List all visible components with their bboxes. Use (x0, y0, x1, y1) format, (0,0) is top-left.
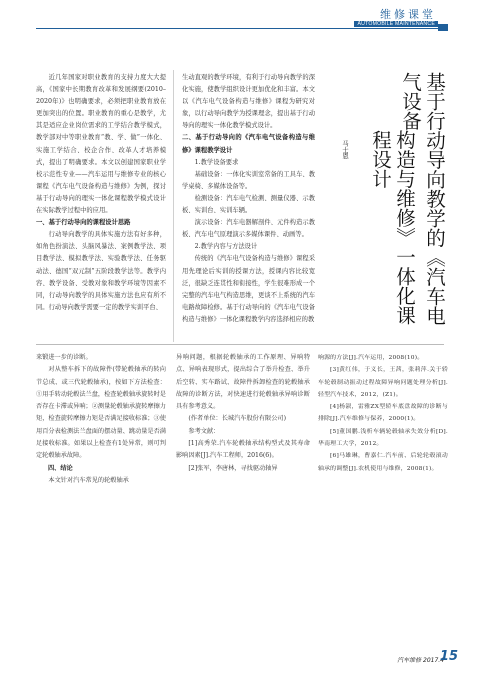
paragraph: [6]马雄琳，曹嘉仁.汽车前、后轮轮毂滚动轴承的调整[J].农机使用与维修，2008(1)。 (318, 453, 448, 472)
section-heading: 四、结论 (48, 464, 73, 472)
upper-left-column (36, 72, 166, 314)
paragraph: 2.教学内容与方法设计 (194, 243, 258, 251)
paragraph: 演示设备：汽车电器解剖件、元件构造示教板、汽车电气原理演示多媒体课件、动画等。 (182, 219, 315, 239)
paragraph: 异响问题，根据轮毂轴承的工作原理、异响特点、异响表现形式，提出综合了举升检查、举升后空转、实车路试、故障件拆卸检查的轮毂轴承故障的诊断方法，对快速进行轮毂轴承异响诊断具有参考意义。 (176, 354, 310, 411)
section-heading: 二、基于行动导向的《汽车电气设备构造与维修》课程教学设计 (182, 134, 315, 154)
paragraph: 行动导向教学的具体实施方法有好多种，如角色扮演法、头脑风暴法、案例教学法、项目教学法、模拟教学法、实验教学法、任务驱动法、德国“双元制”五阶段教学法等。教学内容、教学设备、受教对象和教学环境等因素不同，行动导向教学的具体实施方法也应有所不同。行动导向教学需要一定的教学实训平台、 (36, 231, 166, 311)
section-heading: 一、基于行动导向的课程设计思路 (36, 219, 131, 227)
paragraph: 近几年国家对职业教育的支持力度大大提高，《国家中长期教育改革和发展纲要(2010–2020年)》也明确要求，必须把职业教育放在更加突出的位置。职业教育的重心是教学，尤其是适应企业岗位需求的工学结合教学模式，教学部对中等职业教育“教、学、做”一体化、实施工学结合、校企合作、改革人才培养模式，提出了明确要求。本文以创建国家职业学校示范性专业——汽车运用与维修专业的核心课程《汽车电气设备构造与维修》为例，探讨基于行动导向的理实一体化课程教学模式设计在实际教学过程中的应用。 (36, 74, 166, 215)
paragraph: 本文针对汽车常见的轮毂轴承 (48, 476, 129, 484)
header-accent (438, 24, 448, 31)
paragraph: [5]董国鹏.浅析车辆轮毂轴承失效分析[D].华南理工大学，2012。 (318, 428, 448, 448)
paragraph: [4]杨淑，雷雅ZX型轿车底盘故障的诊断与排除[J].汽车维修与保养，2000(1)。 (318, 404, 448, 423)
paragraph: 1.教学设备要求 (194, 158, 239, 166)
column-name-en: AUTOMOBILE MAINTENANCE (354, 21, 438, 27)
paragraph: 基础设备：一体化实训室常备的工具车、教学桌椅、多媒体设备等。 (182, 170, 315, 190)
paragraph: [3]黄红伟，于义长，王茜，张莉萍.关于轿车轮毂制动振动过程故障异响问题处理分析[J].轻型汽车技术，2012，(Z1)。 (318, 367, 448, 398)
header-rule (36, 28, 444, 29)
column-divider (173, 70, 174, 342)
journal-footer: 汽车维修 2017.4 (397, 657, 444, 664)
column-name: 维修课堂 (380, 8, 436, 21)
title-line-2: 构造与维修》一体化课程设计 (369, 130, 416, 325)
page-number: 15 (439, 649, 458, 664)
article-title (368, 72, 456, 337)
paragraph: 检测设备：汽车电气检测、测量仪器、示教板、实训台、实训车辆。 (182, 194, 315, 215)
article-author: 马士恩 (341, 140, 348, 159)
paragraph: 传统的《汽车电气设备构造与维修》课程采用先理论后实训的授课方法，授课内容比较宽泛，很缺乏连贯性和衔接性，学生很难形成一个完整的汽车电气构造思维，更谈不上系统的汽车电路故障检修。基于行动导向的《汽车电气设备构造与维修》一体化课程教学内容选择相应的教 (182, 255, 315, 323)
paragraph: [1]高秀荣.汽车轮毂轴承结构型式及其寿命影响因素[J].汽车工程师，2016(6)。 (176, 440, 310, 460)
title-line-1: 基于行动导向教学的《汽车电气设备 (399, 72, 446, 326)
paragraph: 响源的方法[J].汽车运用，2008(10)。 (318, 355, 424, 361)
paragraph: 参考文献： (188, 427, 220, 435)
paragraph: 对从整车拆下的故障件(带轮毂轴承的转向节总成、或三代轮毂轴承)，按如下方法检查：①用手转动轮毂法兰盘，检查轮毂轴承旋转时是否存在卡滞或异响；②测量轮毂轴承旋转摩擦力矩，检查旋转摩擦力矩是否满足接收标准；③使用百分表检测法兰盘面的摆动量、跳动量是否满足接收标准。如果以上检查有1处异常，则可判定轮毂轴承故障。 (36, 366, 166, 460)
lower-left-column (36, 352, 166, 487)
paragraph: (作者单位：长城汽车股份有限公司) (188, 415, 287, 423)
paragraph: 生动直观的教学环境，有利于行动导向教学的深化实施，使教学组织设计更加优化和丰富。本文以《汽车电气设备构造与维修》课程为研究对象，以行动导向教学为授课理念，提出基于行动导向的理实一体化教学模式设计。 (182, 74, 315, 130)
references-column (318, 352, 448, 475)
section-divider (36, 344, 444, 345)
lower-middle-column (176, 352, 310, 475)
paragraph: 来锻进一步的诊断。 (36, 354, 92, 361)
paragraph: [2]张军，李唐林，寻找驱动轴异 (188, 464, 278, 472)
upper-middle-column (182, 72, 315, 326)
